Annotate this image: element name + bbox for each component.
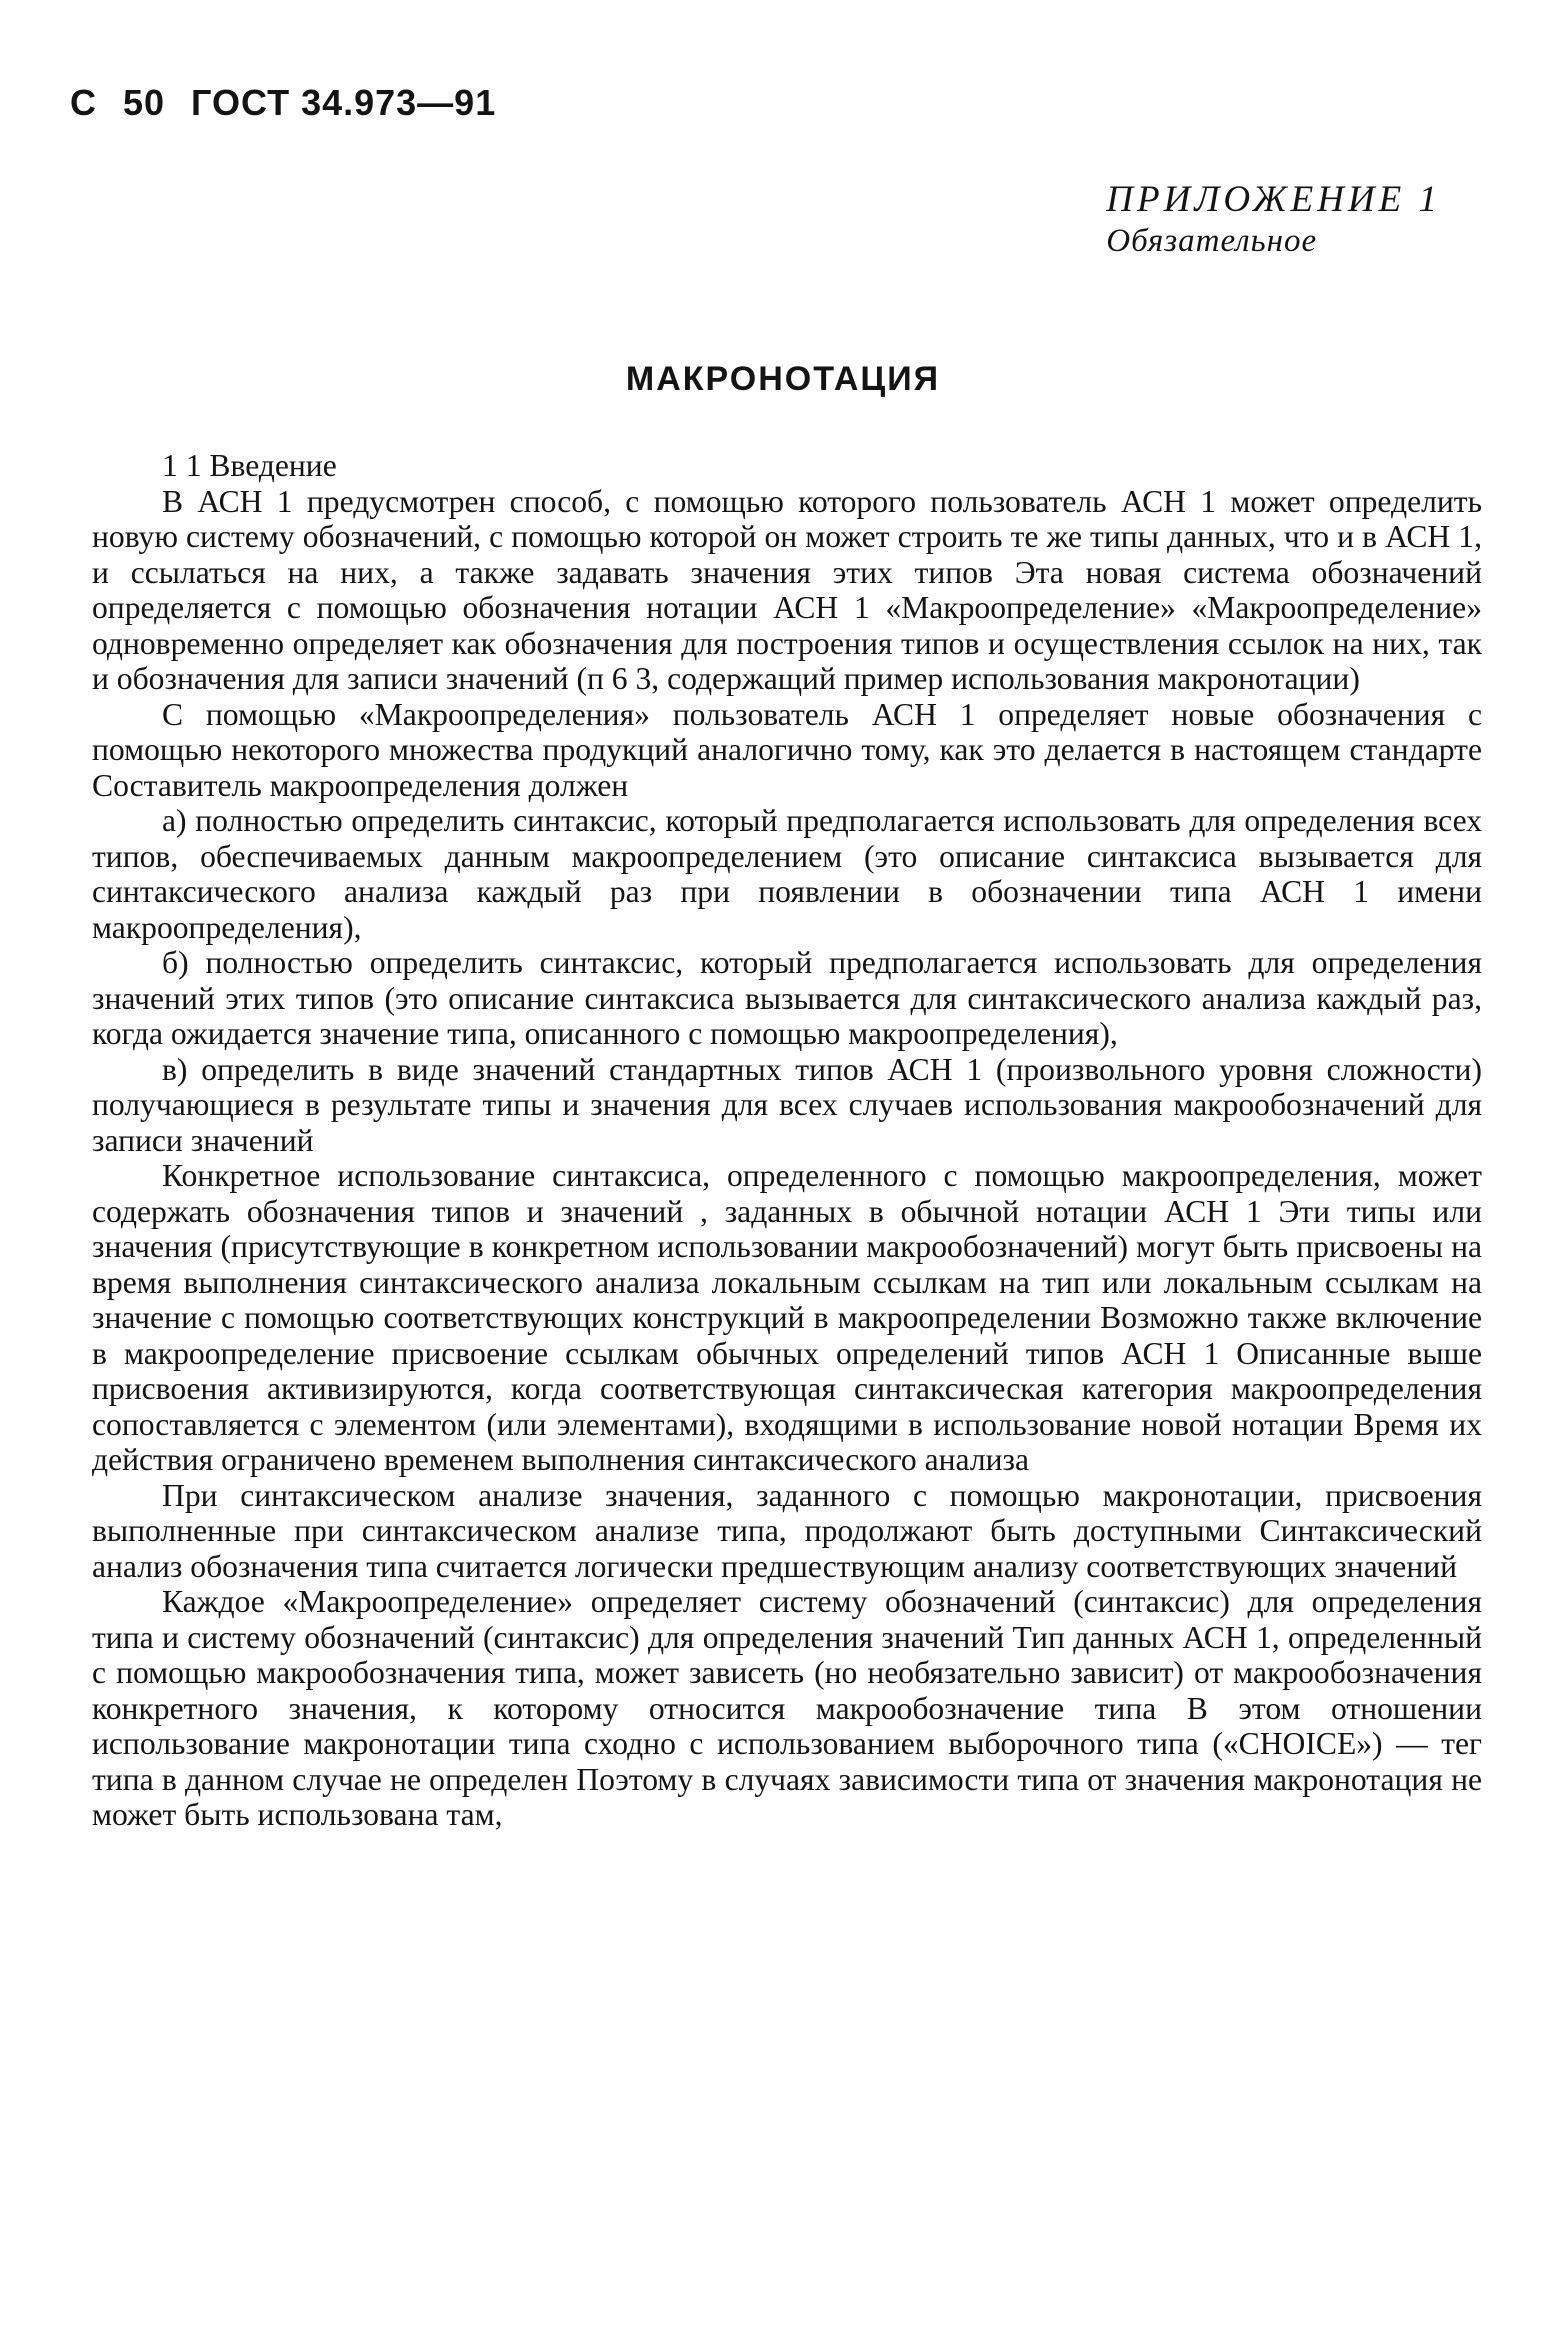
list-item-c: в) определить в виде значений стандартных типов АСН 1 (произвольного уровня сложности) получающиеся в результате типы и значения для всех случаев использования макрообозначений для записи значений (92, 1051, 1482, 1158)
page-number: 50 (123, 82, 166, 123)
page-header (70, 82, 522, 124)
standard-number: ГОСТ 34.973—91 (191, 82, 497, 123)
list-item-b: б) полностью определить синтаксис, который предполагается использовать для определения значений этих типов (это описание синтаксиса вызывается для синтаксического анализа каждый раз, когда ожидается значение типа, описанного с помощью макроопределения), (92, 945, 1482, 1051)
document-body (92, 448, 1482, 1833)
page-title: МАКРОНОТАЦИЯ (625, 360, 941, 398)
appendix-status: Обязательное (1106, 223, 1318, 259)
paragraph: В АСН 1 предусмотрен способ, с помощью которого пользователь АСН 1 может определить новую систему обозначений, с помощью которой он может строить те же типы данных, что и в АСН 1, и ссылаться на них, а также задавать значения этих типов Эта новая система обозначений определяется с помощью обозначения нотации АСН 1 «Макроопределение» «Макроопределение» одновременно определяет как обозначения для построения типов и осуществления ссылок на них, так и обозначения для записи значений (п 6 3, содержащий пример использования макронотации) (92, 483, 1482, 696)
paragraph: Каждое «Макроопределение» определяет систему обозначений (синтаксис) для определения типа и систему обозначений (синтаксис) для определения значений Тип данных АСН 1, определенный с помощью макрообозначения типа, может зависеть (но необязательно зависит) от макрообозначения конкретного значения, к которому относится макрообозначение типа В этом отношении использование макронотации типа сходно с использованием выборочного типа («CHOICE») — тег типа в данном случае не определен Поэтому в случаях зависимости типа от значения макронотация не может быть использована там, (92, 1584, 1482, 1832)
appendix-label-block (1106, 178, 1441, 260)
section-heading: 1 1 Введение (162, 448, 337, 483)
paragraph: С помощью «Макроопределения» пользователь АСН 1 определяет новые обозначения с помощью некоторого множества продукций аналогично тому, как это делается в настоящем стандарте Составитель макроопределения должен (92, 696, 1482, 803)
header-letter: С (70, 82, 97, 123)
list-item-a: а) полностью определить синтаксис, который предполагается использовать для определения всех типов, обеспечиваемых данным макроопределением (это описание синтаксиса вызывается для синтаксического анализа каждый раз при появлении в обозначении типа АСН 1 имени макроопределения), (92, 803, 1482, 945)
paragraph: При синтаксическом анализе значения, заданного с помощью макронотации, присвоения выполненные при синтаксическом анализе типа, продолжают быть доступными Синтаксический анализ обозначения типа считается логически предшествующим анализу соответствующих значений (92, 1477, 1482, 1584)
appendix-label: ПРИЛОЖЕНИЕ 1 (1106, 179, 1441, 220)
paragraph: Конкретное использование синтаксиса, определенного с помощью макроопределения, может содержать обозначения типов и значений , заданных в обычной нотации АСН 1 Эти типы или значения (присутствующие в конкретном использовании макрообозначений) могут быть присвоены на время выполнения синтаксического анализа локальным ссылкам на тип или локальным ссылкам на значение с помощью соответствующих конструкций в макроопределении Возможно также включение в макроопределение присвоение ссылкам обычных определений типов АСН 1 Описанные выше присвоения активизируются, когда соответствующая синтаксическая категория макроопределения сопоставляется с элементом (или элементами), входящими в использование новой нотации Время их действия ограничено временем выполнения синтаксического анализа (92, 1158, 1482, 1477)
